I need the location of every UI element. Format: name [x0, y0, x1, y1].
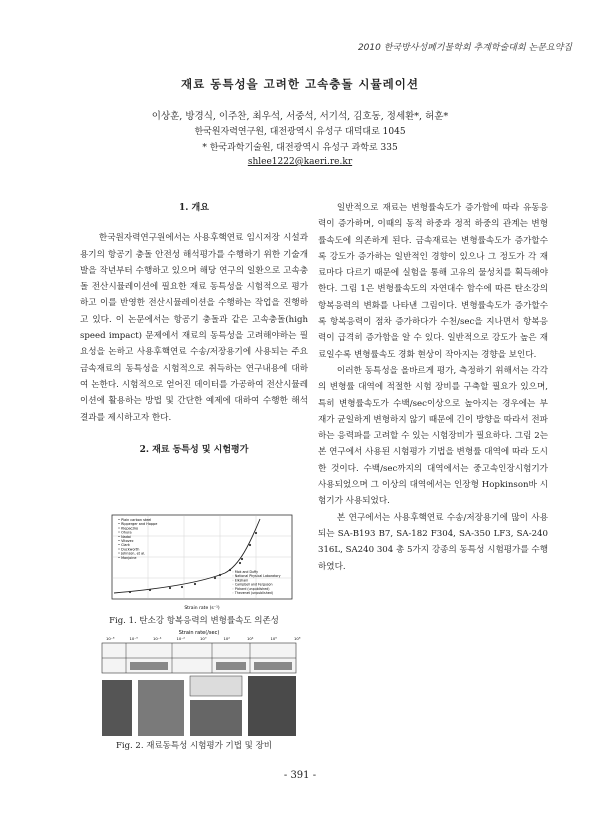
overview-paragraph: 한국원자력연구원에서는 사용후핵연료 임시저장 시설과 용기의 항공기 충돌 안전성 해석평가를 수행하기 위한 기술개발을 작년부터 수행하고 있으며 해당 연구의 일환으로 고속충돌 전산시뮬레이션에 필요한 재료 동특성을 시험적으로 평가하고 이를 반영한 전산시뮬레이션을 수행하는 작업을 진행하고 있다. 이 논문에서는 항공기 충돌과 같은 고속충돌(high speed impact) 문제에서 재료의 동특성을 고려해야하는 필요성을 논하고 사용후핵연료 수송/저장용기에 사용되는 주요 금속재료의 동특성을 시험적으로 취득하는 연구내용에 대하여 논한다. 시험적으로 얻어진 데이터를 가공하여 전산시뮬레이션에 활용하는 방법 및 간단한 예제에 대하여 수행한 해석결과를 제시하고자 한다.	[80, 233, 308, 423]
figure-1-caption: Fig. 1. 탄소강 항복응력의 변형률속도 의존성	[109, 616, 279, 626]
author-list: 이상훈, 방경식, 이주찬, 최우석, 서중석, 서기석, 김호동, 정세환*, 허훈*	[151, 111, 449, 122]
figure-2-tick-label: 10⁻⁴	[153, 636, 162, 641]
affiliation-secondary: * 한국과학기술원, 대전광역시 유성구 과학로 335	[202, 143, 398, 153]
section-heading-overview: 1. 개요	[179, 203, 209, 213]
figure-2-test-equipment-diagram	[100, 628, 301, 738]
figure-2-tick-label: 10⁻⁶	[129, 636, 138, 641]
figure-1-legend-entry: • Vitovec	[118, 539, 134, 543]
equipment-photo-2	[138, 680, 184, 736]
figure-1-legend-entry: • Duckworth	[118, 547, 140, 552]
figure-1-legend-entry: ◦ Mok and Duffy	[232, 570, 259, 574]
figure-2-tick-label: 10⁶	[270, 636, 277, 641]
figure-2-tick-label: 10⁰	[200, 636, 207, 641]
figure-2-caption: Fig. 2. 재료동특성 시험평가 기법 및 장비	[115, 741, 273, 751]
figure-2-axis-label: Strain rate(/sec)	[178, 630, 220, 636]
figure-2-tick-labels	[106, 636, 301, 641]
figure-1-yield-stress-plot	[100, 513, 298, 613]
figure-1-legend-entry: • Manjoine	[118, 555, 137, 560]
figure-1-legend-entry: ◦ Elkshani	[232, 578, 249, 583]
author-email[interactable]: shlee1222@kaeri.re.kr	[247, 157, 353, 167]
right-paragraph-3: 본 연구에서는 사용후핵연료 수송/저장용기에 많이 사용되는 SA-B193 B7, SA-182 F304, SA-350 LF3, SA-240 316L, SA240 304 총 5가지 강종의 동특성 시험평가를 수행하였다.	[318, 512, 548, 572]
figure-1-legend-entry: • Clark	[118, 543, 130, 548]
figure-1-legend-entry: • Plain carbon steel	[118, 518, 152, 522]
figure-1-legend-entry: • Ohura	[118, 530, 132, 535]
figure-1-legend-entry: ◦ National Physical Laboratory	[232, 574, 281, 579]
figure-2-tick-label: 10⁻²	[176, 636, 185, 641]
figure-1-legend-entry: ◦ Pickard (unpublished)	[232, 586, 270, 591]
equipment-photo-3	[190, 700, 242, 736]
figure-1-legend-entry: • Klepaczko	[118, 526, 139, 531]
equipment-photo-1	[102, 680, 132, 736]
figure-1-legend-entry: • Ripperger and Hoppe	[118, 522, 158, 527]
figure-2-tick-label: 10²	[223, 636, 230, 641]
page-number: - 391 -	[283, 770, 317, 781]
figure-1-x-axis-label: Strain rate (s⁻¹)	[184, 606, 220, 611]
equipment-photo-4	[248, 676, 296, 736]
right-column	[318, 200, 548, 575]
figure-2-tick-label: 10⁴	[247, 636, 254, 641]
figure-1-legend-entry: ◦ Thevenet (unpublished)	[232, 591, 273, 595]
figure-1-legend-entry: • Nadai	[118, 534, 131, 539]
section-heading-dynamic-properties: 2. 재료 동특성 및 시험평가	[139, 444, 249, 455]
affiliation-primary: 한국원자력연구원, 대전광역시 유성구 대덕대로 1045	[194, 127, 406, 137]
equipment-schematic	[190, 676, 242, 696]
paper-title: 재료 동특성을 고려한 고속충돌 시뮬레이션	[181, 77, 419, 91]
figure-2-tick-label: 10⁸	[294, 636, 301, 641]
journal-header: 2010 한국방사성폐기물학회 추계학술대회 논문요약집	[357, 43, 572, 53]
figure-2-tick-label: 10⁻⁸	[106, 636, 115, 641]
right-paragraph-1: 일반적으로 재료는 변형률속도가 증가함에 따라 유동응력이 증가하며, 이때의 동적 하중과 정적 하중의 관계는 변형률속도에 의존하게 된다. 금속재료는 변형률속도가 증가할수록 강도가 증가하는 일반적인 경향이 있으나 그 정도가 각 재료마다 다르기 때문에 실험을 통해 고유의 물성치를 획득해야한다. 그림 1은 변형률속도의 자연대수 함수에 따른 탄소강의 항복응력의 변화를 나타낸 그림이다. 변형률속도가 증가할수록 항복응력이 점차 증가하다가 수천/sec을 지나면서 항복응력이 급격히 증가함을 알 수 있다. 일반적으로 강도가 높은 재료일수록 변형률속도 경화 현상이 작아지는 경향을 보인다.	[318, 203, 548, 360]
right-paragraph-2: 이러한 동특성을 올바르게 평가, 측정하기 위해서는 각각의 변형률 대역에 적절한 시험 장비를 구축할 필요가 있으며, 특히 변형률속도가 수백/sec이상으로 높아지는 경우에는 부재가 균일하게 변형하지 않기 때문에 긴이 방향을 따라서 전파하는 응력파를 고려할 수 있는 시험장비가 필요하다. 그림 2는 본 연구에서 사용된 시험평가 기법을 변형률 대역에 따라 도시한 것이다. 수백/sec까지의 대역에서는 중고속인장시험기가 사용되었으며 그 이상의 대역에서는 인장형 Hopkinson바 시험기가 사용되었다.	[318, 365, 548, 507]
left-column	[80, 200, 308, 472]
figure-1-legend-entry: • Johnson, et al.	[118, 551, 146, 556]
figure-1-legend-entry: ◦ Campbell and Ferguson	[232, 582, 273, 587]
